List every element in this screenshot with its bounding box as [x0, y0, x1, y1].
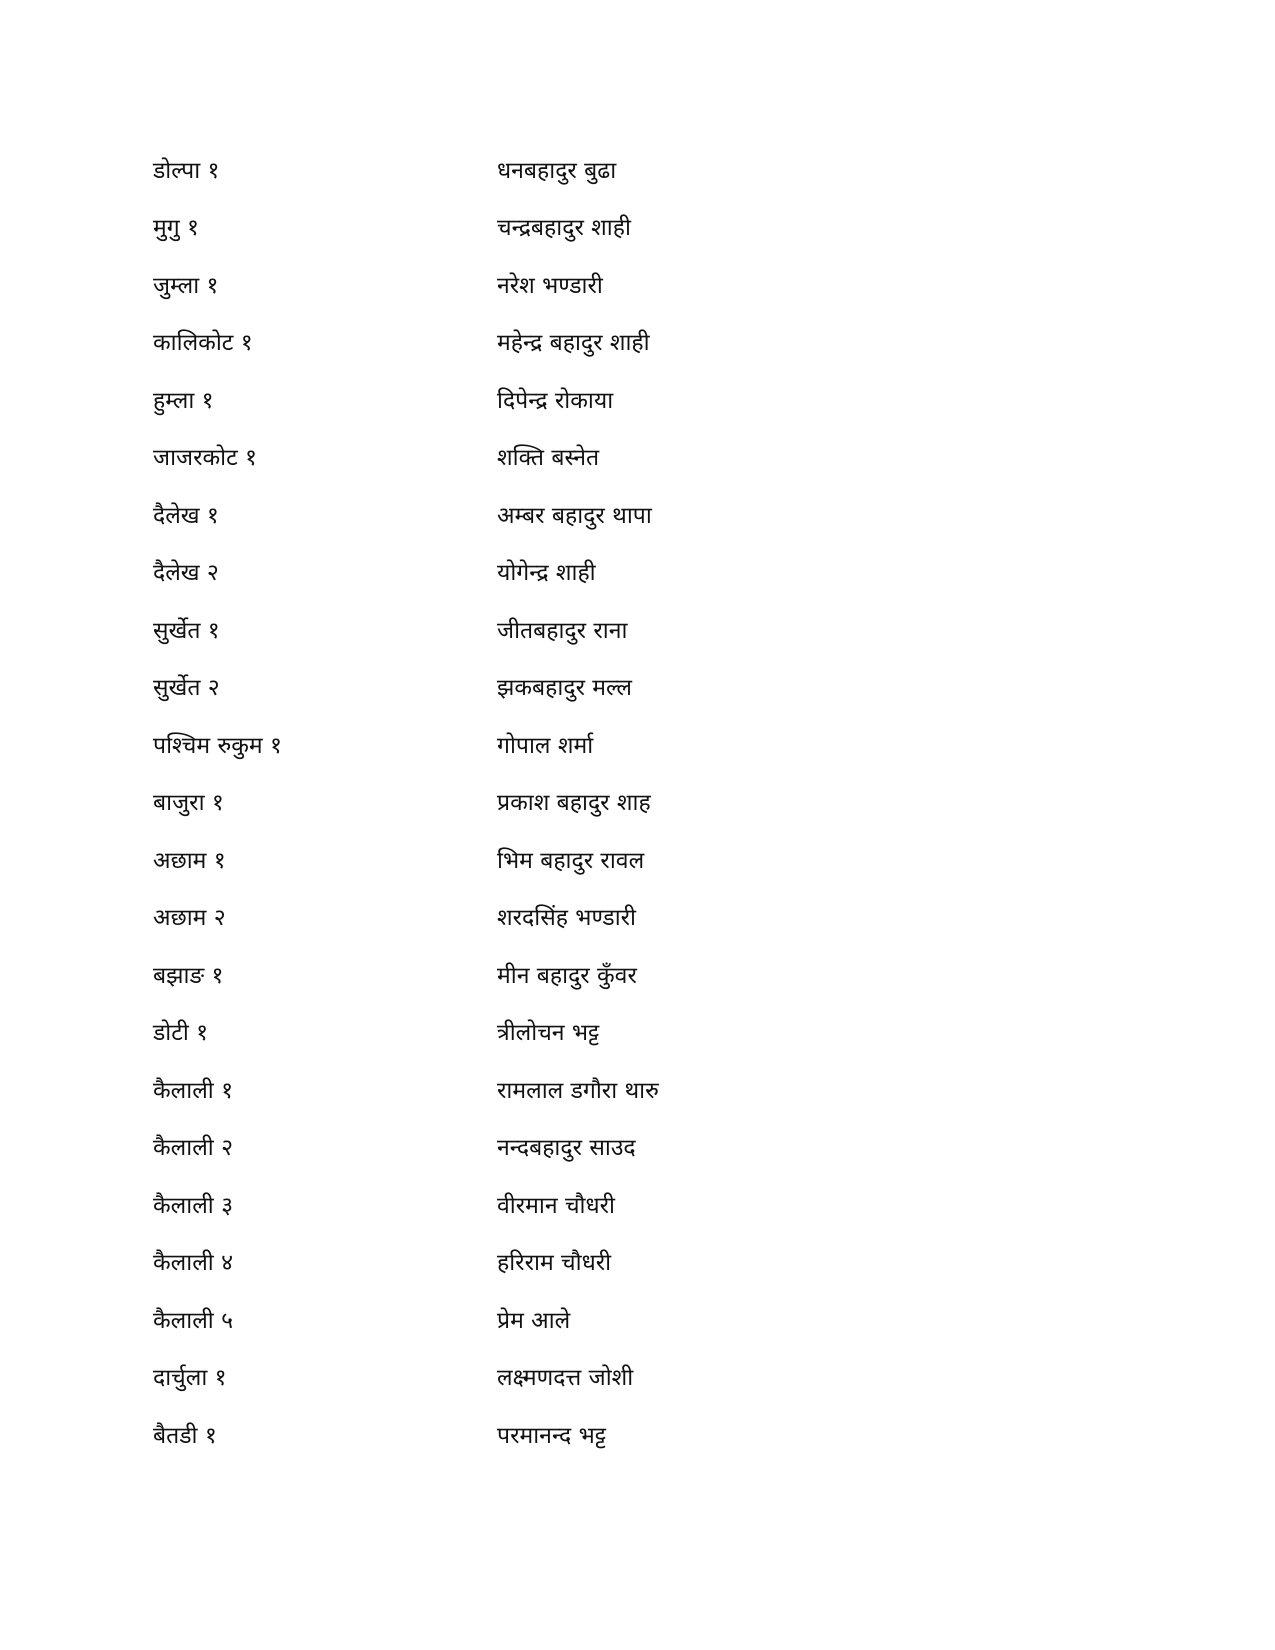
list-row	[153, 198, 853, 256]
constituency-label: बझाङ १	[153, 962, 224, 989]
list-row	[153, 428, 853, 486]
constituency-label: डोटी १	[153, 1020, 209, 1047]
candidate-name: त्रीलोचन भट्ट	[497, 1020, 600, 1047]
constituency-label: कैलाली २	[153, 1135, 234, 1162]
candidate-name: शरदसिंह भण्डारी	[497, 905, 637, 932]
candidate-name: चन्द्रबहादुर शाही	[497, 215, 631, 242]
constituency-label: सुर्खेत २	[153, 675, 220, 702]
candidate-name: प्रेम आले	[497, 1307, 571, 1334]
candidate-name: परमानन्द भट्ट	[497, 1422, 606, 1449]
list-row	[153, 773, 853, 831]
constituency-label: दार्चुला १	[153, 1365, 227, 1392]
constituency-label: जुम्ला १	[153, 272, 219, 299]
list-row	[153, 1233, 853, 1291]
constituency-label: हुम्ला १	[153, 387, 214, 414]
list-row	[153, 1060, 853, 1118]
constituency-label: कालिकोट १	[153, 330, 253, 357]
list-row	[153, 945, 853, 1003]
constituency-label: कैलाली १	[153, 1077, 234, 1104]
candidate-name: मीन बहादुर कुँवर	[497, 962, 637, 989]
constituency-label: दैलेख १	[153, 502, 219, 529]
list-row	[153, 1290, 853, 1348]
candidate-name: दिपेन्द्र रोकाया	[497, 387, 614, 414]
candidate-name: शक्ति बस्नेत	[497, 445, 600, 472]
constituency-label: कैलाली ५	[153, 1307, 234, 1334]
list-row	[153, 600, 853, 658]
candidate-name: रामलाल डगौरा थारु	[497, 1077, 659, 1104]
constituency-label: अछाम १	[153, 847, 226, 874]
constituency-label: जाजरकोट १	[153, 445, 257, 472]
candidate-name: भिम बहादुर रावल	[497, 847, 645, 874]
list-row	[153, 543, 853, 601]
candidate-name: झकबहादुर मल्ल	[497, 675, 633, 702]
list-row	[153, 830, 853, 888]
list-row	[153, 658, 853, 716]
constituency-label: अछाम २	[153, 905, 226, 932]
candidate-name: नन्दबहादुर साउद	[497, 1135, 636, 1162]
candidate-list	[153, 140, 853, 1463]
list-row	[153, 715, 853, 773]
constituency-label: कैलाली ३	[153, 1192, 234, 1219]
list-row	[153, 888, 853, 946]
constituency-label: दैलेख २	[153, 560, 219, 587]
candidate-name: वीरमान चौधरी	[497, 1192, 616, 1219]
list-row	[153, 485, 853, 543]
candidate-name: जीतबहादुर राना	[497, 617, 628, 644]
constituency-label: बैतडी १	[153, 1422, 217, 1449]
list-row	[153, 140, 853, 198]
list-row	[153, 1405, 853, 1463]
list-row	[153, 1175, 853, 1233]
candidate-name: योगेन्द्र शाही	[497, 560, 596, 587]
list-row	[153, 1118, 853, 1176]
list-row	[153, 313, 853, 371]
candidate-name: गोपाल शर्मा	[497, 732, 594, 759]
candidate-name: नरेश भण्डारी	[497, 272, 603, 299]
candidate-name: धनबहादुर बुढा	[497, 157, 617, 184]
constituency-label: मुगु १	[153, 215, 199, 242]
constituency-label: कैलाली ४	[153, 1250, 234, 1277]
candidate-name: अम्बर बहादुर थापा	[497, 502, 652, 529]
constituency-label: डोल्पा १	[153, 157, 220, 184]
list-row	[153, 1003, 853, 1061]
list-row	[153, 370, 853, 428]
list-row	[153, 255, 853, 313]
constituency-label: बाजुरा १	[153, 790, 224, 817]
candidate-name: प्रकाश बहादुर शाह	[497, 790, 651, 817]
constituency-label: पश्चिम रुकुम १	[153, 732, 282, 759]
list-row	[153, 1348, 853, 1406]
candidate-name: महेन्द्र बहादुर शाही	[497, 330, 650, 357]
constituency-label: सुर्खेत १	[153, 617, 220, 644]
candidate-name: लक्ष्मणदत्त जोशी	[497, 1365, 634, 1392]
candidate-name: हरिराम चौधरी	[497, 1250, 612, 1277]
